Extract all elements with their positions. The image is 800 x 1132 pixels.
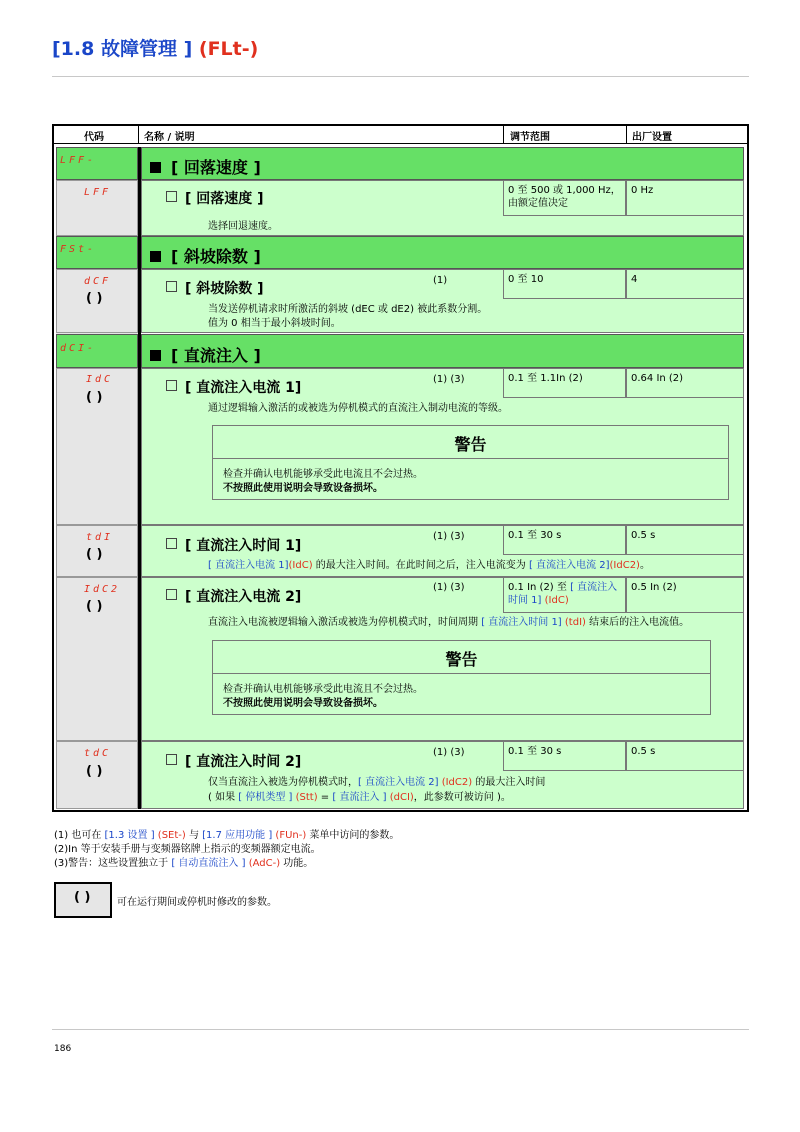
default-cell: 4 [626,269,744,299]
param-name: [ 直流注入时间 2] [166,751,301,771]
warning-line: 检查并确认电机能够承受此电流且不会过热。 [223,469,423,480]
param-description: 仅当直流注入被选为停机模式时，[ 直流注入电流 2] (IdC2) 的最大注入时间 [208,777,546,788]
default-cell: 0.5 s [626,741,744,771]
menu-code: FSt- [60,244,97,255]
default-cell: 0.64 In (2) [626,368,744,398]
warning-title: 警告 [445,650,478,669]
range-cell: 0.1 至 30 s [503,741,626,771]
param-name: [ 直流注入电流 2] [166,586,301,606]
section-title: [ 直流注入 ] [150,343,261,366]
range-cell: 0.1 至 1.1In (2) [503,368,626,398]
param-code: IdC2 [84,584,121,595]
param-description: 值为 0 相当于最小斜坡时间。 [208,318,341,329]
warning-line: 检查并确认电机能够承受此电流且不会过热。 [223,684,423,695]
menu-code: dCI- [60,343,97,354]
param-code: IdC [86,374,114,385]
range-cell: 0 至 500 或 1,000 Hz，由额定值决定 [503,180,626,216]
section-title: [ 斜坡除数 ] [150,244,261,267]
param-name: [ 直流注入电流 1] [166,377,301,397]
warning-title: 警告 [454,435,487,454]
page-number: 186 [54,1044,72,1054]
param-code: LFF [84,187,112,198]
page-title [52,34,258,61]
param-description: 通过逻辑输入激活的或被选为停机模式的直流注入制动电流的等级。 [208,403,508,414]
col-code: 代码 [84,132,104,143]
runtime-icon: ( ) [86,764,103,779]
param-description: 直流注入电流被逻辑输入激活或被选为停机模式时，时间周期 [ 直流注入时间 1] (tdI) 结束后的注入电流值。 [208,617,690,628]
section-title: [ 回落速度 ] [150,155,261,178]
param-code: tdC [84,748,112,759]
title-number: [1.8 故障管理 ] [52,38,193,60]
param-description: ( 如果 [ 停机类型 ] (Stt) = [ 直流注入 ] (dCI)，此参数可被访问 )。 [208,792,511,803]
param-note: (1) (3) [433,582,465,593]
range-cell: 0.1 In (2) 至 [ 直流注入 时间 1] (IdC) [503,577,626,613]
runtime-icon: ( ) [86,547,103,562]
footnote-3: (3)警告：这些设置独立于 [ 自动直流注入 ] (AdC-) 功能。 [54,858,314,869]
runtime-icon: ( ) [86,599,103,614]
col-default: 出厂设置 [632,132,672,143]
title-code: (FLt-) [198,38,259,60]
param-note: (1) (3) [433,747,465,758]
param-code: tdI [86,532,114,543]
param-description: 当发送停机请求时所激活的斜坡 (dEC 或 dE2) 被此系数分割。 [208,304,488,315]
runtime-icon: ( ) [86,390,103,405]
default-cell: 0 Hz [626,180,744,216]
footnote-2: (2)In 等于安装手册与变频器铭牌上指示的变频器额定电流。 [54,844,321,855]
table-header [54,126,747,144]
range-cell: 0.1 至 30 s [503,525,626,555]
param-name: [ 直流注入时间 1] [166,535,301,555]
param-description: [ 直流注入电流 1](IdC) 的最大注入时间。在此时间之后，注入电流变为 [ 直流注入电流 2](IdC2)。 [208,560,650,571]
col-range: 调节范围 [510,132,550,143]
warning-line: 不按照此使用说明会导致设备损坏。 [223,483,383,494]
warning-box [212,640,711,715]
default-cell: 0.5 s [626,525,744,555]
runtime-icon: ( ) [86,291,103,306]
default-cell: 0.5 In (2) [626,577,744,613]
param-note: (1) (3) [433,531,465,542]
menu-code: LFF- [60,155,97,166]
param-description: 选择回退速度。 [208,221,278,232]
runtime-icon: ( ) [74,890,91,905]
col-name: 名称 / 说明 [144,132,195,143]
warning-box [212,425,729,500]
legend-box [54,882,112,918]
range-cell: 0 至 10 [503,269,626,299]
warning-line: 不按照此使用说明会导致设备损坏。 [223,698,383,709]
param-note: (1) (3) [433,374,465,385]
param-note: (1) [433,275,448,286]
param-code: dCF [84,276,112,287]
bottom-divider [52,1029,749,1030]
top-divider [52,76,749,77]
param-name: [ 回落速度 ] [166,188,264,208]
footnote-1: (1) 也可在 [1.3 设置 ] (SEt-) 与 [1.7 应用功能 ] (FUn-) 菜单中访问的参数。 [54,830,400,841]
param-name: [ 斜坡除数 ] [166,278,264,298]
legend-text: 可在运行期间或停机时修改的参数。 [117,897,277,908]
